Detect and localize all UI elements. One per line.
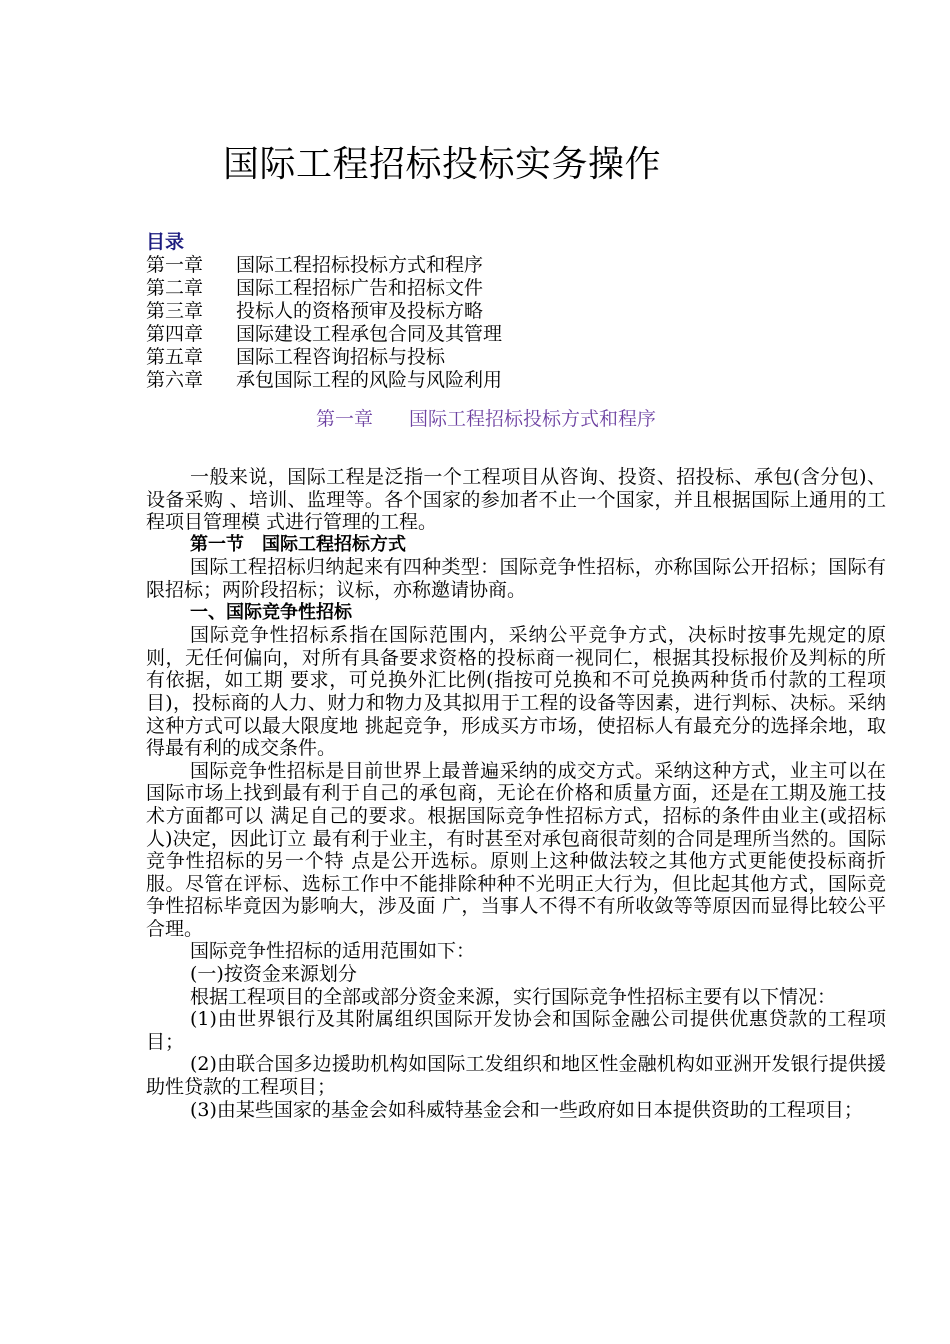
paragraph: 国际竞争性招标是目前世界上最普遍采纳的成交方式。采纳这种方式，业主可以在国际市场上找到最有利于自己的承包商，无论在价格和质量方面，还是在工期及施工技术方面都可以 满足自己的要求。根据国际竞争性招标方式，招标的条件由业主(或招标人)决定，因此订立 最有利于业主，有时甚至对承包商很苛刻的合同是理所当然的。国际竞争性招标的另一个特 点是公开选标。原则上这种做法较之其他方式更能使投标商折服。尽管在评标、选标工作中不能排除种种不光明正大行为，但比起其他方式，国际竞争性招标毕竟因为影响大，涉及面 广，当事人不得不有所收敛等等原因而显得比较公平合理。 [146,759,886,940]
toc-chapter-number: 第四章 [146,323,204,345]
chapter-title: 国际工程招标投标方式和程序 [409,408,657,430]
chapter-heading [316,406,656,432]
document-title: 国际工程招标投标实务操作 [223,144,662,185]
toc-chapter-title: 国际建设工程承包合同及其管理 [236,323,503,345]
toc-item [146,323,866,346]
paragraph: 一般来说，国际工程是泛指一个工程项目从咨询、投资、招投标、承包(含分包)、设备采购 、培训、监理等。各个国家的参加者不止一个国家，并且根据国际上通用的工程项目管理模 式进行管理的工程。 [146,466,886,534]
list-item: (3)由某些国家的基金会如科威特基金会和一些政府如日本提供资助的工程项目； [190,1098,863,1121]
toc-item [146,369,866,392]
toc-chapter-title: 国际工程招标投标方式和程序 [236,254,484,276]
toc-chapter-number: 第六章 [146,369,204,391]
table-of-contents [146,254,866,392]
toc-chapter-number: 第一章 [146,254,204,276]
list-item: (2)由联合国多边援助机构如国际工发组织和地区性金融机构如亚洲开发银行提供援助性贷款的工程项目； [146,1053,886,1099]
toc-item [146,277,866,300]
chapter-number: 第一章 [316,408,374,430]
list-item: (1)由世界银行及其附属组织国际开发协会和国际金融公司提供优惠贷款的工程项目； [146,1008,886,1053]
toc-item [146,346,866,369]
document-body [146,466,886,1121]
toc-item [146,300,866,323]
toc-chapter-title: 国际工程咨询招标与投标 [236,346,446,368]
toc-chapter-title: 承包国际工程的风险与风险利用 [236,369,503,391]
paragraph: 国际竞争性招标的适用范围如下： [190,940,476,963]
paragraph: 根据工程项目的全部或部分资金来源，实行国际竞争性招标主要有以下情况： [190,985,837,1008]
paragraph: 国际工程招标归纳起来有四种类型：国际竞争性招标，亦称国际公开招标；国际有限招标；两阶段招标；议标，亦称邀请协商。 [146,556,886,601]
paragraph: (一)按资金来源划分 [190,963,357,986]
toc-chapter-number: 第三章 [146,300,204,322]
toc-chapter-title: 投标人的资格预审及投标方略 [236,300,484,322]
toc-chapter-number: 第二章 [146,277,204,299]
toc-chapter-title: 国际工程招标广告和招标文件 [236,277,484,299]
toc-heading: 目录 [146,231,185,253]
subsection-heading: 一、国际竞争性招标 [190,601,352,623]
toc-item [146,254,866,277]
toc-chapter-number: 第五章 [146,346,204,368]
paragraph: 国际竞争性招标系指在国际范围内，采纳公平竞争方式，决标时按事先规定的原则，无任何偏向，对所有具备要求资格的投标商一视同仁，根据其投标报价及判标的所有依据，如工期 要求，可兑换外汇比例(指按可兑换和不可兑换两种货币付款的工程项目)，投标商的人力、财力和物力及其拟用于工程的设备等因素，进行判标、决标。采纳这种方式可以最大限度地 挑起竞争，形成买方市场，使招标人有最充分的选择余地，取得最有利的成交条件。 [146,624,886,760]
section-heading: 第一节 国际工程招标方式 [190,533,406,555]
